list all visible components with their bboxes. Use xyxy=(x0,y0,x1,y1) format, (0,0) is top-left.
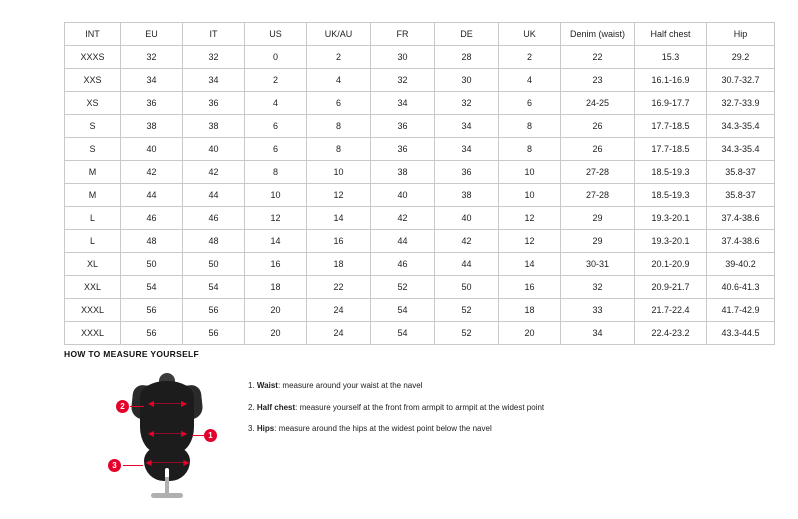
cell-hip: 37.4-38.6 xyxy=(707,207,775,230)
cell-int: S xyxy=(65,138,121,161)
cell-uk: 8 xyxy=(499,138,561,161)
cell-de: 50 xyxy=(435,276,499,299)
cell-half-chest: 18.5-19.3 xyxy=(635,161,707,184)
cell-us: 20 xyxy=(245,299,307,322)
cell-denim-waist: 32 xyxy=(561,276,635,299)
cell-eu: 48 xyxy=(121,230,183,253)
cell-de: 28 xyxy=(435,46,499,69)
cell-uk: 18 xyxy=(499,299,561,322)
cell-denim-waist: 22 xyxy=(561,46,635,69)
cell-half-chest: 15.3 xyxy=(635,46,707,69)
cell-fr: 44 xyxy=(371,230,435,253)
cell-denim-waist: 26 xyxy=(561,115,635,138)
badge-3: 3 xyxy=(108,459,121,472)
badge-1: 1 xyxy=(204,429,217,442)
column-header-denim-waist: Denim (waist) xyxy=(561,23,635,46)
cell-eu: 36 xyxy=(121,92,183,115)
cell-uk-au: 24 xyxy=(307,322,371,345)
cell-fr: 36 xyxy=(371,138,435,161)
cell-hip: 41.7-42.9 xyxy=(707,299,775,322)
cell-eu: 42 xyxy=(121,161,183,184)
cell-uk-au: 14 xyxy=(307,207,371,230)
cell-uk-au: 4 xyxy=(307,69,371,92)
table-row xyxy=(65,184,775,207)
cell-it: 32 xyxy=(183,46,245,69)
table-row xyxy=(65,138,775,161)
instruction-hips-term: Hips xyxy=(256,424,275,434)
cell-denim-waist: 29 xyxy=(561,230,635,253)
cell-int: XL xyxy=(65,253,121,276)
cell-de: 40 xyxy=(435,207,499,230)
cell-eu: 46 xyxy=(121,207,183,230)
table-row xyxy=(65,69,775,92)
cell-de: 44 xyxy=(435,253,499,276)
instruction-waist-term: Waist xyxy=(256,381,278,390)
cell-eu: 56 xyxy=(121,299,183,322)
cell-de: 34 xyxy=(435,138,499,161)
cell-hip: 43.3-44.5 xyxy=(707,322,775,345)
column-header-de: DE xyxy=(435,23,499,46)
measure-instructions-list xyxy=(248,381,544,446)
cell-uk-au: 8 xyxy=(307,115,371,138)
cell-uk-au: 18 xyxy=(307,253,371,276)
cell-uk-au: 2 xyxy=(307,46,371,69)
cell-fr: 38 xyxy=(371,161,435,184)
cell-eu: 38 xyxy=(121,115,183,138)
cell-int: XXL xyxy=(65,276,121,299)
cell-hip: 35.8-37 xyxy=(707,161,775,184)
cell-de: 30 xyxy=(435,69,499,92)
cell-it: 34 xyxy=(183,69,245,92)
cell-fr: 30 xyxy=(371,46,435,69)
mannequin-illustration xyxy=(104,373,234,503)
cell-us: 0 xyxy=(245,46,307,69)
cell-hip: 39-40.2 xyxy=(707,253,775,276)
table-row xyxy=(65,207,775,230)
column-header-us: US xyxy=(245,23,307,46)
cell-it: 56 xyxy=(183,322,245,345)
cell-int: M xyxy=(65,161,121,184)
cell-eu: 34 xyxy=(121,69,183,92)
size-chart-table xyxy=(64,22,775,345)
cell-us: 14 xyxy=(245,230,307,253)
cell-denim-waist: 30-31 xyxy=(561,253,635,276)
table-row xyxy=(65,299,775,322)
cell-uk-au: 16 xyxy=(307,230,371,253)
cell-eu: 50 xyxy=(121,253,183,276)
cell-half-chest: 17.7-18.5 xyxy=(635,138,707,161)
cell-int: XS xyxy=(65,92,121,115)
cell-it: 44 xyxy=(183,184,245,207)
cell-eu: 56 xyxy=(121,322,183,345)
how-to-measure-title: HOW TO MEASURE YOURSELF xyxy=(64,349,200,359)
table-row xyxy=(65,276,775,299)
half-chest-measure-arrow: ◀──────▶ xyxy=(147,399,187,408)
mannequin-stand-base xyxy=(151,493,183,498)
cell-half-chest: 22.4-23.2 xyxy=(635,322,707,345)
cell-half-chest: 16.9-17.7 xyxy=(635,92,707,115)
instruction-half-chest-text: : measure yourself at the front from armpit to armpit at the widest point xyxy=(295,402,545,412)
cell-hip: 40.6-41.3 xyxy=(707,276,775,299)
cell-de: 42 xyxy=(435,230,499,253)
cell-hip: 35.8-37 xyxy=(707,184,775,207)
instruction-waist xyxy=(248,381,544,391)
column-header-int: INT xyxy=(65,23,121,46)
cell-int: XXXL xyxy=(65,322,121,345)
cell-denim-waist: 33 xyxy=(561,299,635,322)
cell-hip: 34.3-35.4 xyxy=(707,115,775,138)
cell-eu: 44 xyxy=(121,184,183,207)
cell-hip: 29.2 xyxy=(707,46,775,69)
cell-us: 4 xyxy=(245,92,307,115)
table-row xyxy=(65,161,775,184)
cell-hip: 32.7-33.9 xyxy=(707,92,775,115)
instruction-hips-text: : measure around the hips at the widest point below the navel xyxy=(274,424,492,434)
cell-hip: 37.4-38.6 xyxy=(707,230,775,253)
badge-2: 2 xyxy=(116,400,129,413)
cell-int: S xyxy=(65,115,121,138)
size-chart-container xyxy=(64,22,760,345)
cell-half-chest: 16.1-16.9 xyxy=(635,69,707,92)
column-header-half-chest: Half chest xyxy=(635,23,707,46)
cell-uk: 2 xyxy=(499,46,561,69)
cell-uk: 8 xyxy=(499,115,561,138)
cell-half-chest: 19.3-20.1 xyxy=(635,207,707,230)
cell-half-chest: 19.3-20.1 xyxy=(635,230,707,253)
cell-it: 48 xyxy=(183,230,245,253)
cell-us: 12 xyxy=(245,207,307,230)
column-header-hip: Hip xyxy=(707,23,775,46)
cell-denim-waist: 26 xyxy=(561,138,635,161)
cell-de: 34 xyxy=(435,115,499,138)
cell-uk: 12 xyxy=(499,230,561,253)
cell-uk: 20 xyxy=(499,322,561,345)
instruction-waist-number: 1. xyxy=(248,381,255,390)
instruction-hips-number: 3. xyxy=(248,424,255,434)
cell-us: 2 xyxy=(245,69,307,92)
cell-denim-waist: 23 xyxy=(561,69,635,92)
cell-uk: 14 xyxy=(499,253,561,276)
cell-eu: 54 xyxy=(121,276,183,299)
cell-eu: 40 xyxy=(121,138,183,161)
cell-int: XXXL xyxy=(65,299,121,322)
cell-int: M xyxy=(65,184,121,207)
cell-half-chest: 20.9-21.7 xyxy=(635,276,707,299)
cell-denim-waist: 27-28 xyxy=(561,184,635,207)
cell-it: 56 xyxy=(183,299,245,322)
mannequin-torso xyxy=(140,381,194,453)
hips-measure-arrow: ◀───────▶ xyxy=(145,458,189,467)
cell-it: 42 xyxy=(183,161,245,184)
instruction-half-chest-number: 2. xyxy=(248,402,255,412)
cell-fr: 46 xyxy=(371,253,435,276)
column-header-fr: FR xyxy=(371,23,435,46)
cell-uk: 4 xyxy=(499,69,561,92)
cell-us: 8 xyxy=(245,161,307,184)
column-header-it: IT xyxy=(183,23,245,46)
how-to-measure-section xyxy=(64,349,744,503)
cell-us: 10 xyxy=(245,184,307,207)
cell-uk: 10 xyxy=(499,184,561,207)
cell-fr: 54 xyxy=(371,299,435,322)
table-row xyxy=(65,322,775,345)
cell-it: 46 xyxy=(183,207,245,230)
cell-us: 18 xyxy=(245,276,307,299)
instruction-hips xyxy=(248,424,544,434)
cell-fr: 54 xyxy=(371,322,435,345)
cell-de: 52 xyxy=(435,299,499,322)
cell-uk-au: 8 xyxy=(307,138,371,161)
cell-it: 40 xyxy=(183,138,245,161)
cell-us: 20 xyxy=(245,322,307,345)
cell-half-chest: 20.1-20.9 xyxy=(635,253,707,276)
cell-it: 36 xyxy=(183,92,245,115)
cell-de: 32 xyxy=(435,92,499,115)
table-row xyxy=(65,230,775,253)
cell-it: 54 xyxy=(183,276,245,299)
cell-uk-au: 10 xyxy=(307,161,371,184)
table-row xyxy=(65,46,775,69)
cell-uk-au: 24 xyxy=(307,299,371,322)
waist-measure-arrow: ◀──────▶ xyxy=(147,429,187,438)
cell-uk: 16 xyxy=(499,276,561,299)
cell-int: L xyxy=(65,207,121,230)
badge-2-leader-line xyxy=(130,406,144,407)
cell-us: 6 xyxy=(245,115,307,138)
cell-int: L xyxy=(65,230,121,253)
cell-denim-waist: 24-25 xyxy=(561,92,635,115)
instruction-waist-text: : measure around your waist at the navel xyxy=(277,381,423,390)
cell-de: 52 xyxy=(435,322,499,345)
cell-int: XXS xyxy=(65,69,121,92)
cell-uk: 12 xyxy=(499,207,561,230)
table-row xyxy=(65,92,775,115)
cell-us: 6 xyxy=(245,138,307,161)
cell-uk: 10 xyxy=(499,161,561,184)
table-row xyxy=(65,115,775,138)
instruction-half-chest-term: Half chest xyxy=(256,402,296,412)
instruction-half-chest xyxy=(248,403,544,413)
cell-fr: 32 xyxy=(371,69,435,92)
cell-de: 38 xyxy=(435,184,499,207)
table-row xyxy=(65,253,775,276)
cell-it: 38 xyxy=(183,115,245,138)
cell-fr: 36 xyxy=(371,115,435,138)
cell-uk-au: 12 xyxy=(307,184,371,207)
cell-de: 36 xyxy=(435,161,499,184)
cell-denim-waist: 34 xyxy=(561,322,635,345)
cell-half-chest: 18.5-19.3 xyxy=(635,184,707,207)
column-header-eu: EU xyxy=(121,23,183,46)
cell-fr: 52 xyxy=(371,276,435,299)
column-header-uk: UK xyxy=(499,23,561,46)
cell-uk: 6 xyxy=(499,92,561,115)
column-header-uk-au: UK/AU xyxy=(307,23,371,46)
cell-int: XXXS xyxy=(65,46,121,69)
badge-3-leader-line xyxy=(123,465,143,466)
cell-eu: 32 xyxy=(121,46,183,69)
cell-us: 16 xyxy=(245,253,307,276)
cell-uk-au: 6 xyxy=(307,92,371,115)
cell-uk-au: 22 xyxy=(307,276,371,299)
table-header-row xyxy=(65,23,775,46)
cell-denim-waist: 27-28 xyxy=(561,161,635,184)
cell-half-chest: 21.7-22.4 xyxy=(635,299,707,322)
cell-fr: 42 xyxy=(371,207,435,230)
cell-it: 50 xyxy=(183,253,245,276)
cell-fr: 40 xyxy=(371,184,435,207)
cell-fr: 34 xyxy=(371,92,435,115)
cell-denim-waist: 29 xyxy=(561,207,635,230)
cell-half-chest: 17.7-18.5 xyxy=(635,115,707,138)
table-body xyxy=(65,46,775,345)
cell-hip: 34.3-35.4 xyxy=(707,138,775,161)
cell-hip: 30.7-32.7 xyxy=(707,69,775,92)
